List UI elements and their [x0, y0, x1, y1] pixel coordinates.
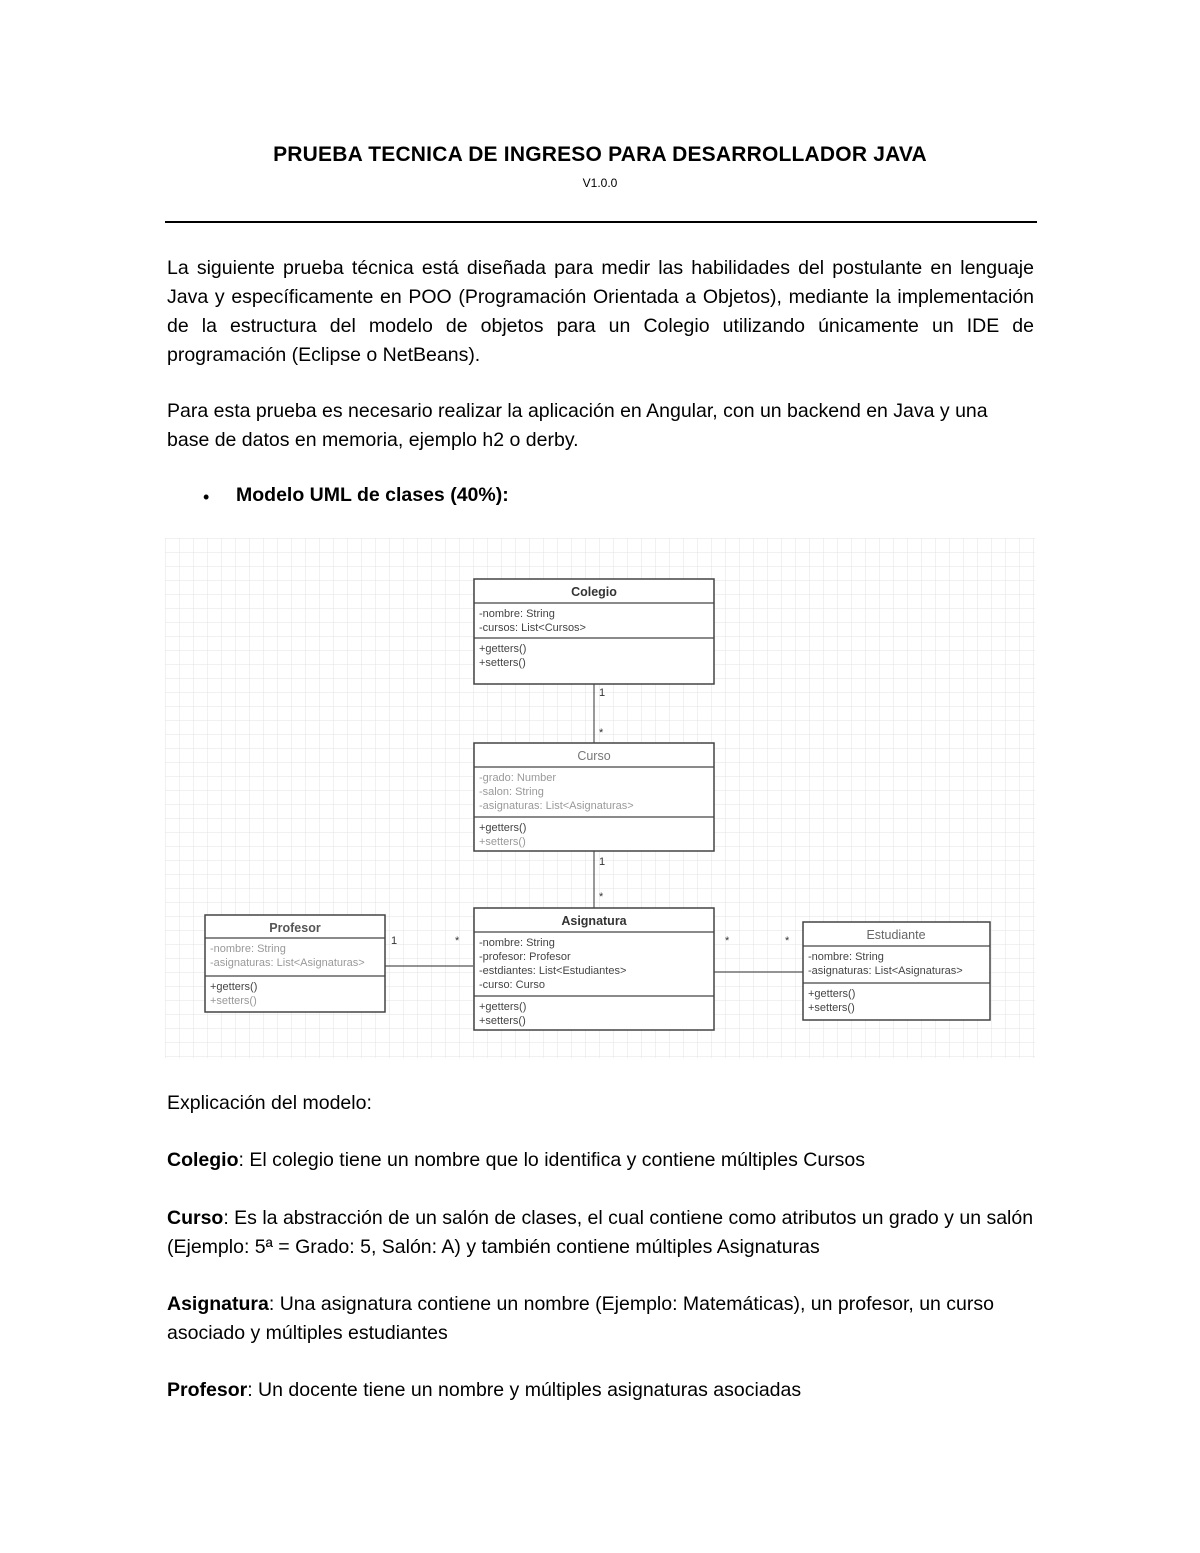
class-colegio-method: +setters() — [479, 657, 526, 669]
class-estudiante-name: Estudiante — [866, 928, 926, 942]
class-profesor — [205, 915, 385, 1012]
class-asignatura — [474, 908, 714, 1030]
class-asignatura-method: +getters() — [479, 1001, 527, 1013]
mult-colegio-many: * — [599, 727, 604, 739]
mult-colegio-one: 1 — [599, 687, 606, 699]
bullet-icon: • — [203, 487, 210, 507]
term-colegio: Colegio — [167, 1149, 239, 1171]
explanation-asignatura — [167, 1290, 1034, 1348]
term-asignatura: Asignatura — [167, 1293, 269, 1315]
desc-colegio: : El colegio tiene un nombre que lo identifica y contiene múltiples Cursos — [238, 1149, 866, 1171]
mult-estudiante-many: * — [785, 935, 790, 947]
class-curso-name: Curso — [577, 749, 611, 763]
class-estudiante-method: +setters() — [808, 1002, 855, 1014]
class-curso-method: +getters() — [479, 822, 527, 834]
class-asignatura-attr: -profesor: Profesor — [479, 951, 571, 963]
uml-class-diagram — [165, 538, 1035, 1058]
document-title: PRUEBA TECNICA DE INGRESO PARA DESARROLLADOR JAVA — [273, 143, 927, 166]
class-profesor-attr: -asignaturas: List<Asignaturas> — [210, 957, 365, 969]
term-curso: Curso — [167, 1207, 224, 1229]
intro-paragraph-2: Para esta prueba es necesario realizar la aplicación en Angular, con un backend en Java y una base de datos en memoria, ejemplo h2 o derby. — [167, 400, 988, 451]
desc-profesor: : Un docente tiene un nombre y múltiples asignaturas asociadas — [247, 1379, 802, 1401]
class-estudiante-attr: -asignaturas: List<Asignaturas> — [808, 965, 963, 977]
class-asignatura-name: Asignatura — [561, 914, 627, 928]
explanation-profesor — [167, 1376, 1034, 1405]
class-curso — [474, 743, 714, 851]
explanation-curso — [167, 1204, 1034, 1262]
class-curso-attr: -salon: String — [479, 786, 544, 798]
class-colegio-method: +getters() — [479, 643, 527, 655]
class-colegio-attr: -nombre: String — [479, 608, 555, 620]
mult-asignatura-many: * — [725, 935, 730, 947]
class-estudiante-attr: -nombre: String — [808, 951, 884, 963]
class-profesor-attr: -nombre: String — [210, 943, 286, 955]
class-profesor-method: +getters() — [210, 981, 258, 993]
mult-profesor-one: 1 — [391, 935, 398, 947]
desc-asignatura: : Una asignatura contiene un nombre (Ejemplo: Matemáticas), un profesor, un curso asociado y múltiples estudiantes — [167, 1293, 994, 1344]
uml-section-heading: Modelo UML de clases (40%): — [236, 484, 509, 506]
class-asignatura-attr: -estdiantes: List<Estudiantes> — [479, 965, 627, 977]
explanation-heading: Explicación del modelo: — [167, 1092, 372, 1114]
mult-curso-one: 1 — [599, 856, 606, 868]
mult-curso-many: * — [599, 891, 604, 903]
class-profesor-name: Profesor — [269, 921, 321, 935]
intro-paragraph-1: La siguiente prueba técnica está diseñada para medir las habilidades del postulante en lenguaje Java y específicamente en POO (Programación Orientada a Objetos), mediante la implementación de la estructura del modelo de objetos para un Colegio utilizando únicamente un IDE de programación (Eclipse o NetBeans). — [167, 257, 1034, 366]
class-colegio — [474, 579, 714, 684]
class-colegio-attr: -cursos: List<Cursos> — [479, 622, 586, 634]
class-colegio-name: Colegio — [571, 585, 617, 599]
class-asignatura-attr: -nombre: String — [479, 937, 555, 949]
explanation-colegio — [167, 1146, 1034, 1175]
desc-curso: : Es la abstracción de un salón de clases, el cual contiene como atributos un grado y un salón (Ejemplo: 5ª = Grado: 5, Salón: A) y también contiene múltiples Asignaturas — [167, 1207, 1034, 1258]
class-estudiante — [803, 922, 990, 1020]
class-curso-method: +setters() — [479, 836, 526, 848]
class-asignatura-method: +setters() — [479, 1015, 526, 1027]
class-profesor-method: +setters() — [210, 995, 257, 1007]
mult-profesor-many: * — [455, 935, 460, 947]
header-divider — [165, 221, 1037, 223]
class-curso-attr: -asignaturas: List<Asignaturas> — [479, 800, 634, 812]
term-profesor: Profesor — [167, 1379, 248, 1401]
class-curso-attr: -grado: Number — [479, 772, 557, 784]
document-version: V1.0.0 — [582, 176, 618, 190]
class-estudiante-method: +getters() — [808, 988, 856, 1000]
class-asignatura-attr: -curso: Curso — [479, 979, 546, 991]
